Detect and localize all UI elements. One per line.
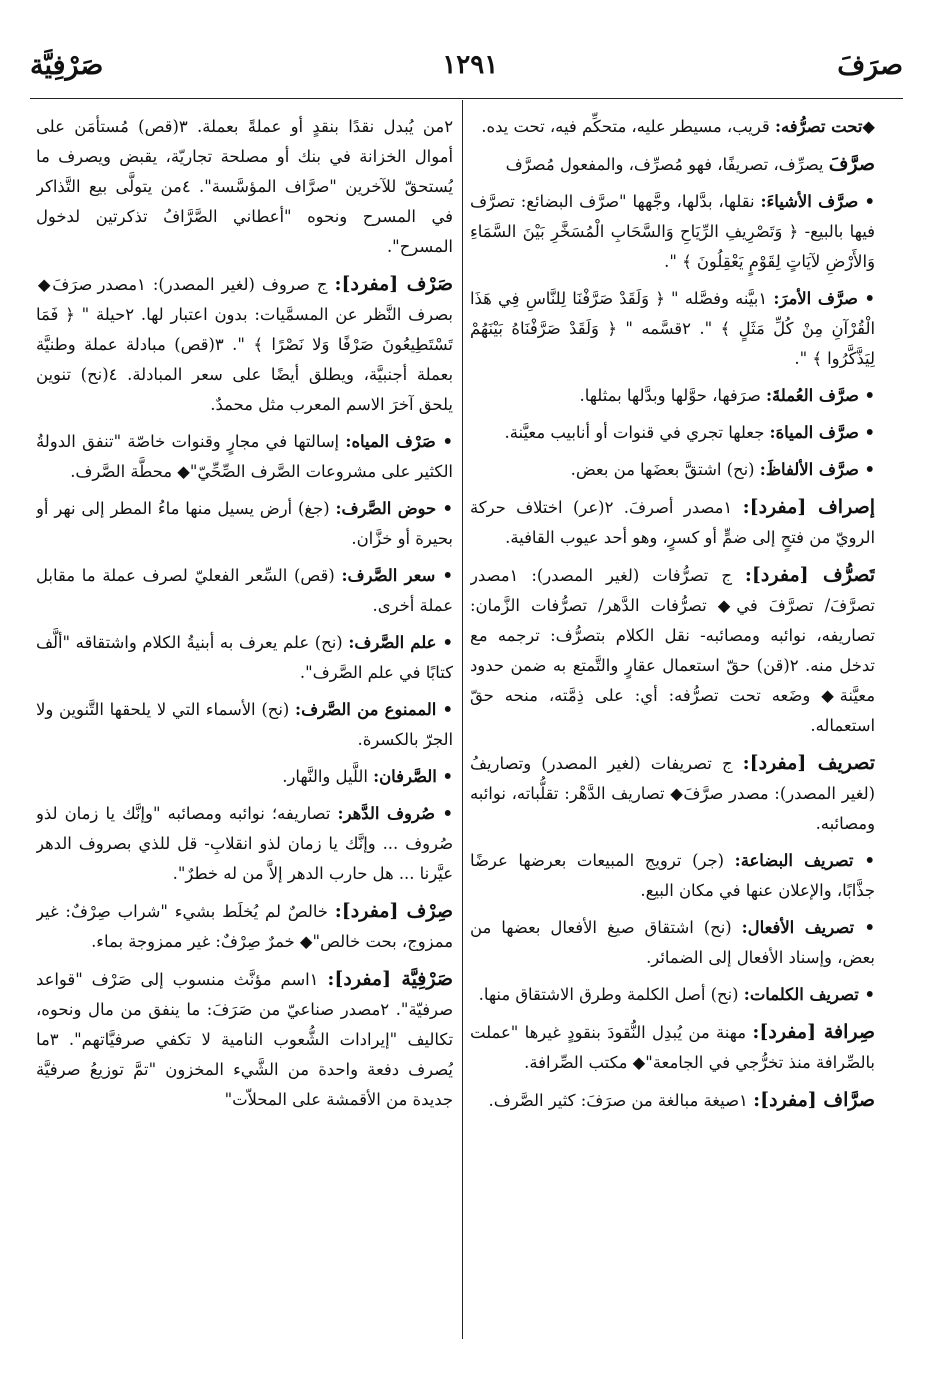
dictionary-entry — [36, 799, 453, 889]
dictionary-entry — [36, 762, 453, 792]
page-number: ١٢٩١ — [442, 50, 499, 80]
entry-headword: • الصَّرفان: — [373, 767, 453, 786]
running-headword-left: صَرْفِيَّة — [30, 49, 104, 81]
entry-definition: نقلها، بدَّلها، وجَّهها "صرَّف البضائع: تصرَّف فيها بالبيع- ﴿ وَتَصْرِيفِ الرِّيَاحِ وَالسَّحَابِ الْمُسَخَّرِ بَيْنَ السَّمَاءِ وَالأَرْضِ لآيَاتٍ لِقَوْمٍ يَعْقِلُونَ ﴾ ". — [470, 192, 875, 271]
entry-definition: خالصٌ لم يُخلَط بشيء "شراب صِرْفٌ: غير ممزوج، بحت خالص"◆ خمرٌ صِرْفٌ: غير ممزوجة بماء. — [36, 902, 453, 951]
entry-headword: صَرْف [مفرد]: — [334, 273, 453, 295]
entry-definition: صرَفها، حوَّلها وبدَّلها بمثلها. — [579, 386, 766, 405]
dictionary-entry — [470, 492, 875, 553]
entry-headword: صِرْف [مفرد]: — [334, 900, 453, 922]
dictionary-entry — [470, 846, 875, 906]
column-divider — [462, 100, 463, 1339]
entry-headword: إصراف [مفرد]: — [742, 496, 875, 518]
entry-definition: (نح) اشتقَّ بعضَها من بعض. — [570, 460, 760, 479]
dictionary-entry — [470, 381, 875, 411]
entry-definition: ج تصرُّفات (لغير المصدر): ١مصدر تصرَّفَ/ تصرَّفَ في◆ تصرُّفات الدَّهر/ تصرُّفات الزَّمان: تصاريفه، نوائبه ومصائبه- نقل الكلام بتصرُّف: ترجمه مع تدخل منه. ٢(قن) حقّ استعمال عقارٍ والتَّمتع به ضمن حدود معيَّنة◆ وضَعه تحت تصرُّفه: أي: على ذِمَّته، منحه حقّ استعماله. — [470, 566, 875, 735]
right-column — [470, 112, 875, 1339]
dictionary-entry — [36, 561, 453, 621]
entry-headword: صِرافة [مفرد]: — [752, 1021, 875, 1043]
dictionary-entry — [36, 112, 453, 262]
dictionary-entry — [36, 494, 453, 554]
dictionary-entry — [470, 187, 875, 277]
dictionary-entry — [470, 112, 875, 142]
entry-headword: ◆تحت تصرُّفه: — [774, 117, 875, 136]
dictionary-entry — [36, 628, 453, 688]
entry-definition: (نح) علم يعرف به أبنيةُ الكلام واشتقاقه "ألَّف كتابًا في علم الصَّرف". — [36, 633, 453, 682]
entry-definition: جعلها تجري في قنوات أو أنابيب معيَّنة. — [504, 423, 770, 442]
left-column — [36, 112, 453, 1339]
dictionary-entry — [36, 964, 453, 1115]
entry-headword: صرَّفَ — [828, 153, 875, 175]
entry-headword: • سعر الصَّرف: — [341, 566, 453, 585]
dictionary-entry — [36, 269, 453, 420]
dictionary-entry — [470, 1085, 875, 1116]
entry-definition: ج صروف (لغير المصدر): ١مصدر صرَفَ◆ بصرف النَّظر عن المسمَّيات: بدون اعتبار لها. ٢حيلة " ﴿ فَمَا تَسْتَطِيعُونَ صَرْفًا وَلا نَصْرًا ﴾ ". ٣(قص) مبادلة عملة وطنيَّة بعملة أجنبيَّة، ويطلق أيضًا على سعر المبادلة. ٤(نح) تنوين يلحق آخرَ الاسم المعرب مثل محمدٌ. — [36, 275, 453, 414]
dictionary-entry — [36, 427, 453, 487]
dictionary-entry — [470, 418, 875, 448]
entry-definition: ج تصريفات (لغير المصدر) وتصاريفُ (لغير المصدر): مصدر صرَّفَ◆ تصاريف الدَّهْر: تقلُّباته، نوائبه ومصائبه. — [470, 754, 875, 833]
entry-headword: • صرَّف الأمرَ: — [773, 289, 875, 308]
dictionary-entry — [36, 896, 453, 957]
entry-definition: ١صيغة مبالغة من صرَفَ: كثير الصَّرف. — [488, 1091, 754, 1110]
dictionary-entry — [470, 455, 875, 485]
entry-definition: ١مصدر أصرفَ. ٢(عر) اختلاف حركة الرويّ من فتحٍ إلى ضمٍّ أو كسرٍ، وهو أحد عيوب القافية. — [470, 498, 875, 547]
entry-headword: • حوض الصَّرف: — [335, 499, 453, 518]
page-header — [30, 40, 903, 90]
entry-headword: صرَّاف [مفرد]: — [753, 1089, 875, 1111]
entry-definition: تصاريفه؛ نوائبه ومصائبه "وإنَّك يا زمان لذو صُروف ... وإنَّك يا زمان لذو انقلابِ- قل للذي بصروف الدهر عيَّرنا ... هل حارب الدهر إلاَّ من له خطرٌ". — [36, 804, 453, 883]
entry-definition: يصرِّف، تصريفًا، فهو مُصرِّف، والمفعول مُصرَّف — [505, 155, 829, 174]
entry-definition: قريب، مسيطر عليه، متحكِّم فيه، تحت يده. — [481, 117, 775, 136]
entry-headword: • علم الصَّرف: — [348, 633, 453, 652]
dictionary-entry — [470, 560, 875, 741]
entry-definition: (جغ) أرض يسيل منها ماءُ المطر إلى نهر أو بحيرة أو خزَّان. — [36, 499, 453, 548]
entry-definition: (جر) ترويج المبيعات بعرضها عرضًا جذَّابًا، والإعلان عنها في مكان البيع. — [470, 851, 875, 900]
entry-headword: • الممنوع من الصَّرف: — [295, 700, 453, 719]
entry-definition: مهنة من يُبدِل النُّقودَ بنقودٍ غيرها "عملت بالصِّرافة منذ تخرُّجي في الجامعة"◆ مكتب الصِّرافة. — [470, 1023, 875, 1072]
dictionary-entry — [470, 1017, 875, 1078]
dictionary-entry — [470, 748, 875, 839]
entry-definition: ١اسم مؤنَّث منسوب إلى صَرْف "قواعد صرفيّة". ٢مصدر صناعيّ من صَرَفَ: ما ينفق من مال ونحوه، تكاليف "إيرادات الشُّعوب النامية لا تكفي صرفيَّاتهم". ٣ما يُصرف دفعة واحدة من الشَّيء المخزون "تمَّ توزيعُ صرفيَّة جديدة من الأقمشة على المحلاّت" — [36, 970, 453, 1109]
entry-definition: (نح) الأسماء التي لا يلحقها التَّنوين ولا الجرّ بالكسرة. — [36, 700, 453, 749]
entry-headword: • تصريف الكلمات: — [743, 985, 875, 1004]
entry-definition: اللَّيل والنَّهار. — [282, 767, 374, 786]
entry-headword: تصريف [مفرد]: — [742, 752, 875, 774]
dictionary-entry — [36, 695, 453, 755]
dictionary-entry — [470, 149, 875, 180]
entry-headword: • تصريف البضاعة: — [734, 851, 875, 870]
entry-definition: (نح) أصل الكلمة وطرق الاشتقاق منها. — [478, 985, 744, 1004]
entry-headword: • صرَّف العُملةَ: — [765, 386, 875, 405]
entry-headword: • صُروف الدَّهر: — [337, 804, 453, 823]
entry-definition: إسالتها في مجارٍ وقنوات خاصّة "تنفق الدولةُ الكثير على مشروعات الصَّرف الصِّحِّيّ"◆ محطَّة الصَّرف. — [36, 432, 453, 481]
entry-definition: (نح) اشتقاق صيغ الأفعال بعضها من بعض، وإسناد الأفعال إلى الضمائر. — [470, 918, 875, 967]
entry-headword: • صرَّف الأشياءَ: — [760, 192, 875, 211]
entry-headword: • صَرْف المياه: — [345, 432, 453, 451]
entry-headword: • تصريف الأفعال: — [741, 918, 875, 937]
entry-headword: تَصرُّف [مفرد]: — [744, 564, 875, 586]
entry-headword: • صرَّف الألفاظَ: — [759, 460, 875, 479]
dictionary-entry — [470, 980, 875, 1010]
header-rule — [30, 98, 903, 99]
entry-headword: صَرْفِيَّة [مفرد]: — [327, 968, 453, 990]
running-headword-right: صرَفَ — [837, 49, 903, 81]
dictionary-entry — [470, 284, 875, 374]
dictionary-entry — [470, 913, 875, 973]
entry-definition: ١بيَّنه وفصَّله " ﴿ وَلَقَدْ صَرَّفْنَا لِلنَّاسِ فِي هَذَا الْقُرْآنِ مِنْ كُلِّ مَثَلٍ ﴾ ". ٢قسَّمه " ﴿ وَلَقَدْ صَرَّفْنَاهُ بَيْنَهُمْ لِيَذَّكَّرُوا ﴾ ". — [470, 289, 875, 368]
entry-headword: • صرَّف المياهَ: — [769, 423, 875, 442]
entry-definition: (قص) السِّعر الفعليّ لصرف عملة ما مقابل عملة أخرى. — [36, 566, 453, 615]
entry-definition: ٢من يُبدل نقدًا بنقدٍ أو عملةً بعملة. ٣(قص) مُستأمَن على أموال الخزانة في بنك أو مصلحة تجاريّة، يقبض ويصرف ما يُستحقّ للآخرين "صرَّاف المؤسَّسة". ٤من يتولَّى بيع التَّذاكر في المسرح ونحوه "أعطاني الصَّرَّافُ تذكرتين لدخول المسرح". — [36, 117, 453, 256]
